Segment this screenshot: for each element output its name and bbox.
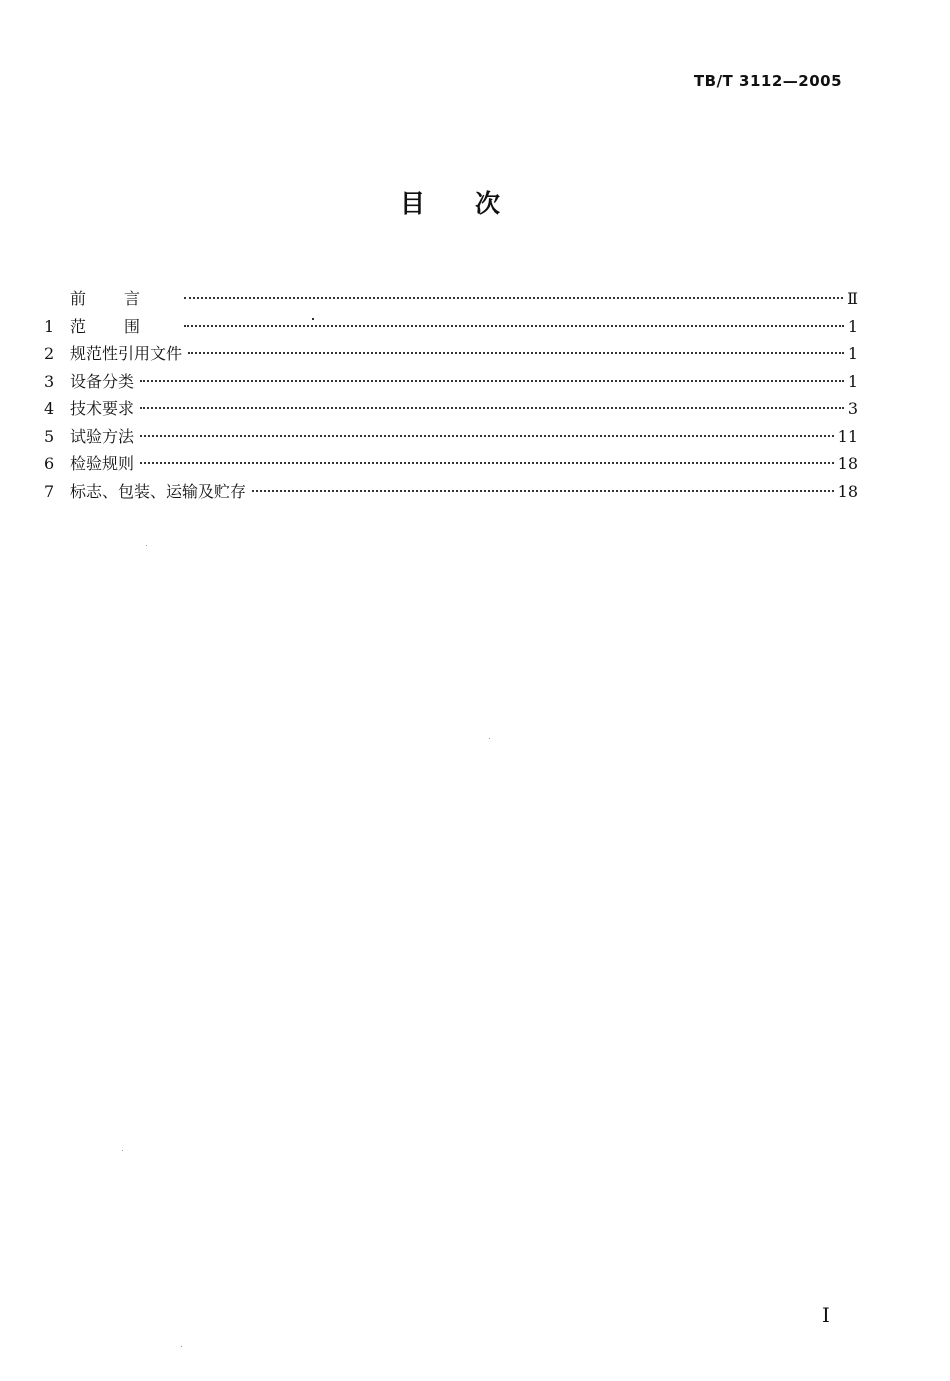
toc-entry-page: 3 <box>847 399 858 418</box>
toc-entry-label: 技术要求 <box>70 399 135 418</box>
dot-leader <box>184 297 843 299</box>
toc-entry-test-methods[interactable] <box>44 423 858 451</box>
dot-leader <box>252 490 834 492</box>
toc-entry-label: 范围 <box>70 316 179 336</box>
toc-entry-page: 18 <box>837 454 858 473</box>
dot-leader <box>188 352 844 354</box>
toc-entry-equipment-classification[interactable] <box>44 368 858 396</box>
table-of-contents <box>44 285 858 505</box>
toc-entry-page: 1 <box>847 316 858 336</box>
scan-speck <box>122 1150 123 1151</box>
toc-entry-label: 试验方法 <box>70 426 135 446</box>
scan-speck <box>181 1346 182 1347</box>
toc-entry-page: 1 <box>847 371 858 391</box>
dot-leader <box>184 325 844 327</box>
toc-entry-page: 11 <box>837 426 858 446</box>
toc-entry-page: 18 <box>837 481 858 501</box>
toc-entry-foreword[interactable] <box>44 285 858 313</box>
toc-entry-scope[interactable] <box>44 313 858 341</box>
toc-entry-page: Ⅱ <box>847 289 858 308</box>
scan-speck <box>489 738 490 739</box>
toc-entry-label: 设备分类 <box>70 371 135 391</box>
toc-entry-label: 检验规则 <box>70 454 135 473</box>
page-number: Ⅰ <box>822 1303 830 1327</box>
dot-leader <box>140 380 844 382</box>
toc-entry-number: 1 <box>44 316 55 336</box>
toc-entry-marking-packaging[interactable] <box>44 478 858 506</box>
scan-speck <box>146 545 147 546</box>
toc-entry-technical-requirements[interactable] <box>44 395 858 423</box>
toc-entry-number: 5 <box>44 426 55 446</box>
toc-entry-number: 4 <box>44 399 55 418</box>
toc-entry-normative-references[interactable] <box>44 340 858 368</box>
toc-entry-inspection-rules[interactable] <box>44 450 858 478</box>
scan-speck <box>312 318 314 320</box>
toc-entry-number: 7 <box>44 481 55 501</box>
toc-entry-label: 规范性引用文件 <box>70 344 183 363</box>
toc-entry-label: 标志、包装、运输及贮存 <box>70 481 247 501</box>
toc-entry-label: 前言 <box>70 289 179 308</box>
dot-leader <box>140 462 834 464</box>
document-code: TB/T 3112—2005 <box>693 72 842 90</box>
toc-entry-number: 2 <box>44 344 55 363</box>
toc-entry-number: 6 <box>44 454 55 473</box>
dot-leader <box>140 435 834 437</box>
toc-entry-page: 1 <box>847 344 858 363</box>
toc-title: 目次 <box>399 189 550 218</box>
dot-leader <box>140 407 844 409</box>
toc-entry-number: 3 <box>44 371 55 391</box>
